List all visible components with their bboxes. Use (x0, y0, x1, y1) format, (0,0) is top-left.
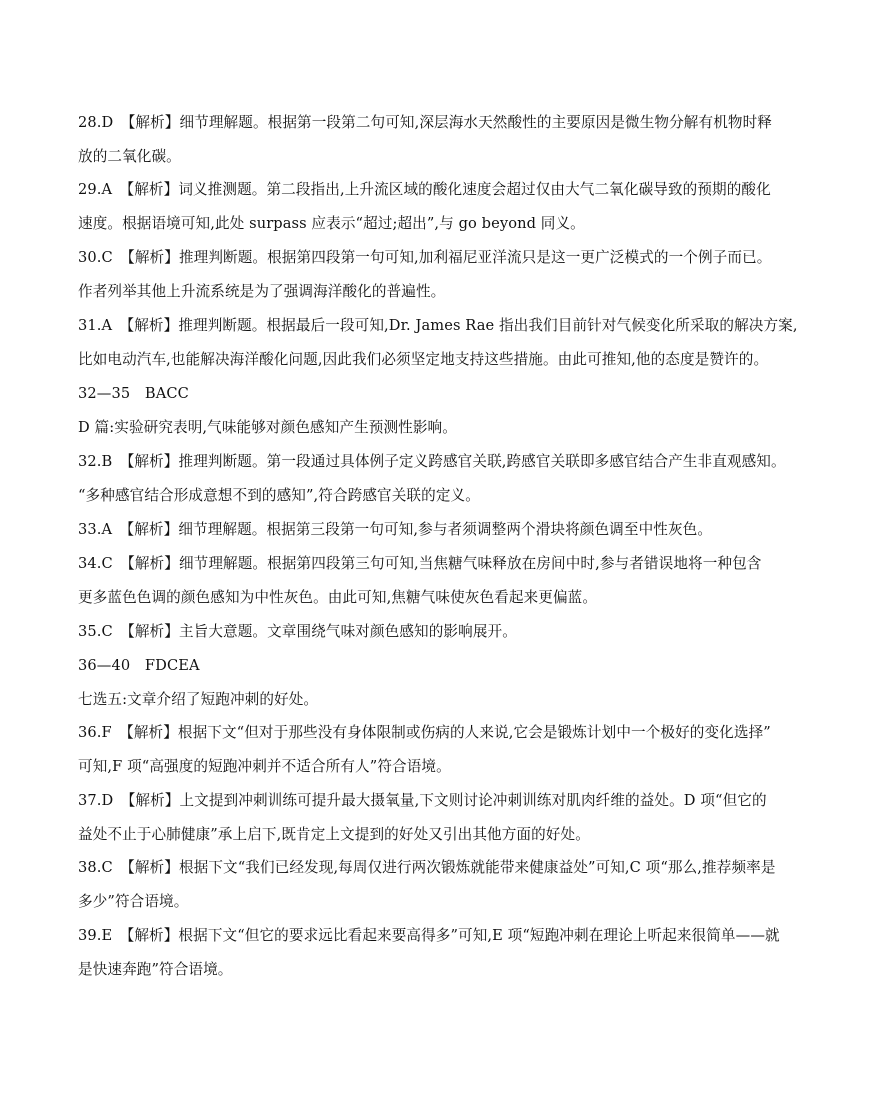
answer-item-continuation: 是快速奔跑”符合语境。 (78, 961, 233, 978)
answer-item-line: 32—35 BACC (78, 385, 189, 402)
answer-item-line: 30.C 【解析】推理判断题。根据第四段第一句可知,加利福尼亚洋流只是这一更广泛模式的一个例子而已。 (78, 249, 772, 266)
answer-item-line: 七选五:文章介绍了短跑冲刺的好处。 (78, 691, 319, 708)
answer-item-continuation: 速度。根据语境可知,此处 surpass 应表示“超过;超出”,与 go beyond 同义。 (78, 215, 585, 232)
answer-item-line: 28.D 【解析】细节理解题。根据第一段第二句可知,深层海水天然酸性的主要原因是微生物分解有机物时释 (78, 114, 772, 131)
answer-item-line: 39.E 【解析】根据下文“但它的要求远比看起来要高得多”可知,E 项“短跑冲刺在理论上听起来很简单——就 (78, 927, 780, 944)
answer-item-continuation: “多种感官结合形成意想不到的感知”,符合跨感官关联的定义。 (78, 487, 480, 504)
answer-item-continuation: 可知,F 项“高强度的短跑冲刺并不适合所有人”符合语境。 (78, 758, 451, 775)
answer-item-line: 31.A 【解析】推理判断题。根据最后一段可知,Dr. James Rae 指出我们目前针对气候变化所采取的解决方案, (78, 317, 798, 334)
answer-item-continuation: 益处不止于心肺健康”承上启下,既肯定上文提到的好处又引出其他方面的好处。 (78, 826, 590, 843)
answer-item-line: 36.F 【解析】根据下文“但对于那些没有身体限制或伤病的人来说,它会是锻炼计划中一个极好的变化选择” (78, 724, 771, 741)
answer-item-line: 35.C 【解析】主旨大意题。文章围绕气味对颜色感知的影响展开。 (78, 623, 517, 640)
answer-item-line: 32.B 【解析】推理判断题。第一段通过具体例子定义跨感官关联,跨感官关联即多感官结合产生非直观感知。 (78, 453, 786, 470)
answer-item-line: D 篇:实验研究表明,气味能够对颜色感知产生预测性影响。 (78, 419, 457, 436)
answer-item-continuation: 多少”符合语境。 (78, 893, 189, 910)
answer-item-line: 29.A 【解析】词义推测题。第二段指出,上升流区域的酸化速度会超过仅由大气二氧化碳导致的预期的酸化 (78, 181, 771, 198)
answer-item-line: 33.A 【解析】细节理解题。根据第三段第一句可知,参与者须调整两个滑块将颜色调至中性灰色。 (78, 521, 713, 538)
answer-item-line: 34.C 【解析】细节理解题。根据第四段第三句可知,当焦糖气味释放在房间中时,参与者错误地将一种包含 (78, 555, 762, 572)
answer-item-line: 38.C 【解析】根据下文“我们已经发现,每周仅进行两次锻炼就能带来健康益处”可知,C 项“那么,推荐频率是 (78, 859, 776, 876)
answer-item-line: 37.D 【解析】上文提到冲刺训练可提升最大摄氧量,下文则讨论冲刺训练对肌肉纤维的益处。D 项“但它的 (78, 792, 767, 809)
answer-item-continuation: 更多蓝色色调的颜色感知为中性灰色。由此可知,焦糖气味使灰色看起来更偏蓝。 (78, 589, 598, 606)
answer-item-continuation: 作者列举其他上升流系统是为了强调海洋酸化的普遍性。 (78, 283, 446, 300)
answer-item-continuation: 比如电动汽车,也能解决海洋酸化问题,因此我们必须坚定地支持这些措施。由此可推知,他的态度是赞许的。 (78, 351, 769, 368)
answer-item-line: 36—40 FDCEA (78, 657, 200, 674)
answer-item-continuation: 放的二氧化碳。 (78, 148, 181, 165)
